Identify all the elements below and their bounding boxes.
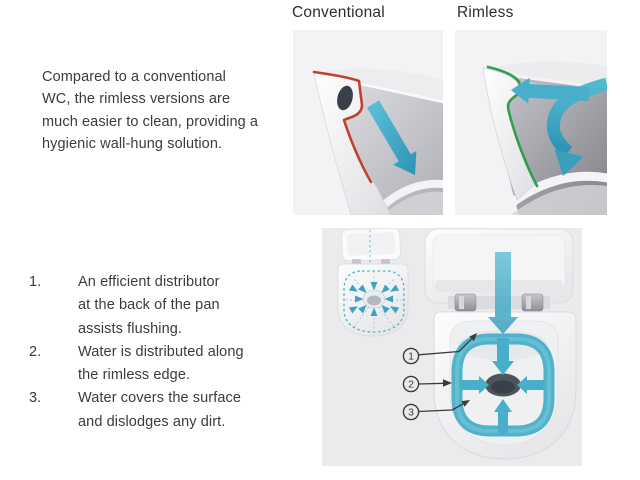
step-number: 1.	[29, 274, 42, 290]
hinge-right	[522, 294, 543, 311]
step-line: Water covers the surface	[78, 390, 242, 407]
intro-paragraph	[42, 66, 258, 155]
steps-list	[29, 271, 244, 434]
step-line: at the back of the pan	[78, 297, 220, 314]
rimless-label: Rimless	[457, 4, 514, 21]
intro-line: Compared to a conventional	[42, 69, 226, 85]
main-toilet-top-view	[425, 229, 576, 459]
conventional-cross-section	[293, 30, 443, 215]
inset-lid	[341, 228, 400, 261]
step-text	[78, 341, 244, 388]
step-line: the rimless edge.	[78, 367, 191, 384]
conventional-label: Conventional	[292, 4, 385, 21]
hinge-left	[455, 294, 476, 311]
step-number: 2.	[29, 343, 42, 360]
callout-line-2	[419, 383, 445, 384]
step-number: 3.	[29, 390, 42, 407]
inset-distribution-view	[338, 228, 408, 336]
step-item-2	[29, 341, 244, 388]
callout-number-3: 3	[408, 406, 414, 419]
step-line: assists flushing.	[78, 320, 183, 337]
step-line: Water is distributed along	[78, 343, 244, 360]
rimless-cross-section	[455, 30, 607, 215]
flush-distribution-diagram	[322, 228, 582, 466]
step-item-1	[29, 271, 244, 341]
hinge-right-highlight	[526, 296, 531, 309]
callout-number-1: 1	[408, 350, 414, 363]
step-item-3	[29, 387, 244, 434]
intro-line: much easier to clean, providing a	[42, 113, 259, 130]
step-text	[78, 271, 220, 341]
step-text	[78, 387, 241, 434]
step-line: An efficient distributor	[78, 274, 220, 290]
intro-line: WC, the rimless versions are	[42, 91, 231, 108]
callout-number-2: 2	[408, 378, 414, 391]
drain-inner	[491, 381, 515, 394]
step-line: and dislodges any dirt.	[78, 413, 226, 430]
inset-drain-inner	[367, 296, 381, 306]
hinge-left-highlight	[459, 296, 464, 309]
intro-line: hygienic wall-hung solution.	[42, 135, 223, 152]
